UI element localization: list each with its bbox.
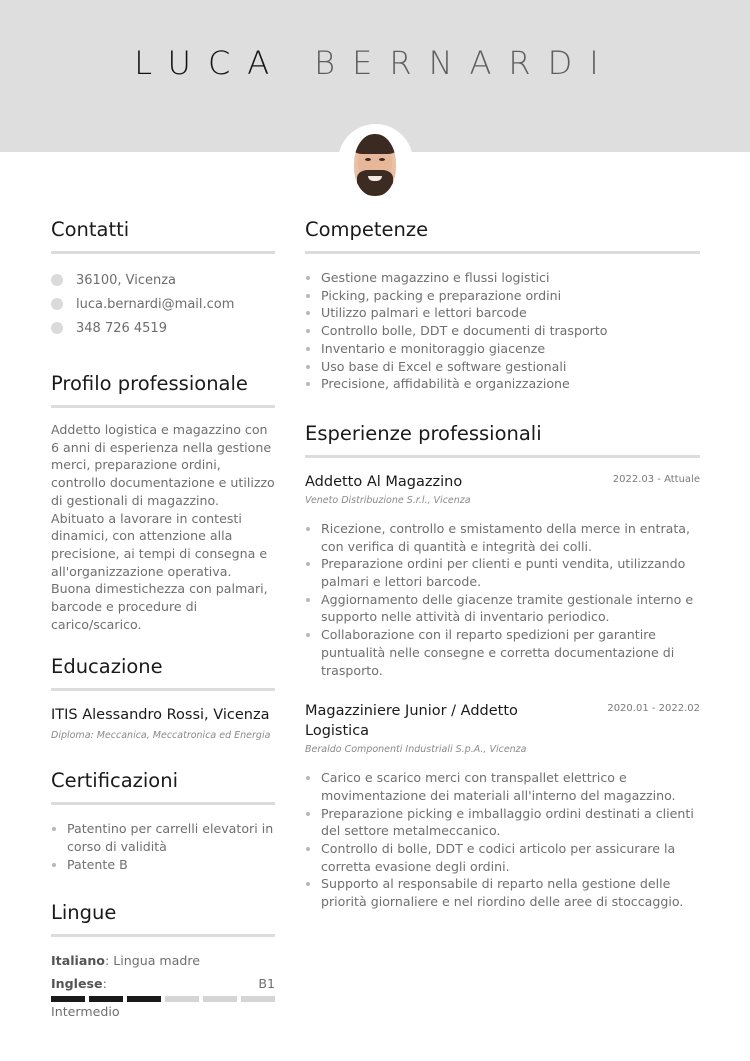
list-item: Picking, packing e preparazione ordini: [305, 287, 700, 305]
section-title: Certificazioni: [51, 769, 179, 793]
section-title: Educazione: [51, 655, 163, 679]
language-name: Inglese: [51, 975, 103, 991]
list-item: Patentino per carrelli elevatori in corso di validità: [51, 820, 275, 855]
job-header: [305, 472, 700, 492]
list-item: Uso base di Excel e software gestionali: [305, 358, 700, 376]
language-separator: :: [102, 975, 107, 991]
contact-value[interactable]: 348 726 4519: [76, 320, 167, 336]
job-company: Beraldo Componenti Industriali S.p.A., Vicenza: [305, 744, 527, 756]
level-bar-filled: [89, 996, 123, 1002]
job-entry: [305, 472, 700, 679]
avatar-hair: [354, 134, 396, 154]
contact-list: [51, 268, 275, 340]
job-header: [305, 701, 700, 741]
job-entry: [305, 701, 700, 911]
avatar-eye: [365, 158, 371, 161]
contact-value[interactable]: luca.bernardi@mail.com: [76, 296, 235, 312]
list-item: Controllo di bolle, DDT e codici articolo per assicurare la corretta evasione degli ordini.: [305, 840, 700, 875]
experience-section: [305, 420, 700, 911]
avatar-eye: [379, 158, 385, 161]
candidate-name: [0, 44, 750, 82]
language-level-code: B1: [258, 975, 275, 991]
profile-section: [51, 370, 275, 633]
avatar-beard: [357, 170, 393, 196]
list-item: Utilizzo palmari e lettori barcode: [305, 304, 700, 322]
job-title: Magazziniere Junior / Addetto Logistica: [305, 703, 518, 740]
location-dot-icon: [51, 274, 63, 286]
skills-list: [305, 269, 700, 393]
list-item: Carico e scarico merci con transpallet elettrico e movimentazione dei materiali all'interno del magazzino.: [305, 769, 700, 804]
section-divider: [51, 802, 275, 805]
list-item: Supporto al responsabile di reparto nella gestione delle priorità giornaliere e nel riordino delle aree di stoccaggio.: [305, 875, 700, 910]
education-degree: Diploma: Meccanica, Meccatronica ed Energia: [51, 730, 271, 742]
language-name: Italiano: [51, 952, 105, 968]
list-item: Aggiornamento delle giacenze tramite gestionale interno e supporto nelle attività di inventario periodico.: [305, 591, 700, 626]
language-separator: :: [104, 952, 110, 968]
list-item: Preparazione ordini per clienti e punti vendita, utilizzando palmari e lettori barcode.: [305, 555, 700, 590]
section-title: Profilo professionale: [51, 372, 248, 395]
level-bar-empty: [203, 996, 237, 1002]
left-column: [51, 216, 275, 1020]
language-level: Lingua madre: [109, 952, 201, 968]
skills-section: [305, 216, 700, 393]
list-item: Preparazione picking e imballaggio ordini destinati a clienti del settore metalmeccanico.: [305, 805, 700, 840]
section-divider: [51, 934, 275, 937]
job-bullets: [305, 520, 700, 679]
level-bar-empty: [165, 996, 199, 1002]
job-dates: 2022.03 - Attuale: [612, 473, 700, 485]
language-english: [51, 975, 275, 992]
section-title: Esperienze professionali: [305, 421, 542, 445]
language-italian: [51, 952, 275, 969]
section-title: Lingue: [51, 900, 117, 924]
contact-address: [51, 268, 275, 292]
email-dot-icon: [51, 298, 63, 310]
section-title: Competenze: [305, 218, 429, 241]
profile-summary: Addetto logistica e magazzino con 6 anni di esperienza nella gestione merci, preparazione ordini, controllo documentazione e utilizzo di gestionali di magazzino. Abituato a lavorare in contesti dinamici, con attenzione alla precisione, ai tempi di consegna e all'organizzazione operativa. Buona dimestichezza con palmari, barcode e procedure di carico/scarico.: [51, 422, 275, 632]
last-name: BERNARDI: [314, 44, 616, 82]
education-school: ITIS Alessandro Rossi, Vicenza: [51, 707, 270, 724]
certifications-list: [51, 820, 275, 873]
job-title: Addetto Al Magazzino: [305, 473, 463, 490]
section-title: Contatti: [51, 218, 130, 241]
right-column: [305, 216, 700, 911]
section-divider: [305, 455, 700, 458]
list-item: Gestione magazzino e flussi logistici: [305, 269, 700, 287]
section-divider: [51, 688, 275, 691]
contacts-section: [51, 216, 275, 340]
job-bullets: [305, 769, 700, 911]
job-company: Veneto Distribuzione S.r.l., Vicenza: [305, 494, 471, 506]
section-divider: [51, 405, 275, 408]
first-name: LUCA: [134, 44, 287, 82]
language-level-bars: [51, 996, 275, 1002]
contact-value: 36100, Vicenza: [76, 272, 177, 288]
languages-section: [51, 899, 275, 1020]
list-item: Precisione, affidabilità e organizzazione: [305, 375, 700, 393]
education-section: [51, 653, 275, 741]
certifications-section: [51, 767, 275, 873]
contact-phone[interactable]: [51, 316, 275, 340]
list-item: Ricezione, controllo e smistamento della merce in entrata, con verifica di quantità e integrità dei colli.: [305, 520, 700, 555]
job-dates: 2020.01 - 2022.02: [607, 703, 700, 715]
list-item: Collaborazione con il reparto spedizioni per garantire puntualità nelle consegne e corretta documentazione di trasporto.: [305, 626, 700, 679]
list-item: Controllo bolle, DDT e documenti di trasporto: [305, 322, 700, 340]
section-divider: [305, 251, 700, 254]
list-item: Patente B: [51, 856, 275, 874]
list-item: Inventario e monitoraggio giacenze: [305, 340, 700, 358]
level-bar-filled: [127, 996, 161, 1002]
section-divider: [51, 251, 275, 254]
phone-dot-icon: [51, 322, 63, 334]
level-bar-filled: [51, 996, 85, 1002]
contact-email[interactable]: [51, 292, 275, 316]
language-level-label: Intermedio: [51, 1003, 120, 1019]
level-bar-empty: [241, 996, 275, 1002]
avatar: [354, 134, 396, 196]
